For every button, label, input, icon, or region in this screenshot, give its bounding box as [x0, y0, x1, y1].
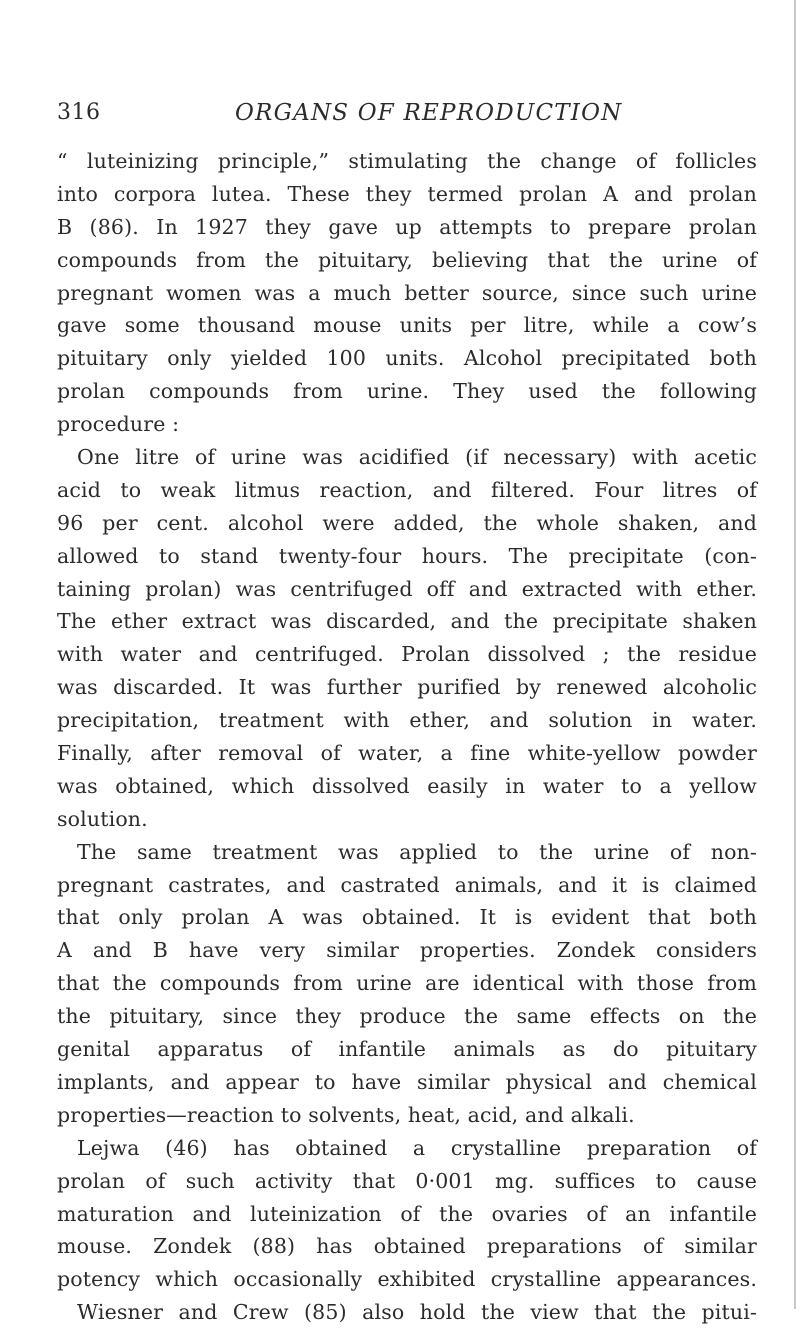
text-line: 96 per cent. alcohol were added, the whole shaken, and	[57, 510, 757, 535]
text-line: taining prolan) was centrifuged off and extracted with ether.	[57, 576, 757, 601]
text-line: solution.	[57, 806, 148, 831]
text-line: pituitary only yielded 100 units. Alcohol precipitated both	[57, 346, 757, 371]
text-line: prolan of such activity that 0·001 mg. suffices to cause	[57, 1168, 757, 1193]
text-line: the pituitary, since they produce the same effects on the	[57, 1004, 757, 1029]
text-line: One litre of urine was acidified (if necessary) with acetic	[77, 445, 757, 470]
text-line: pregnant castrates, and castrated animals, and it is claimed	[57, 872, 757, 897]
page-edge-line	[794, 0, 796, 1309]
text-line: Lejwa (46) has obtained a crystalline preparation of	[77, 1135, 757, 1160]
body-text	[57, 145, 757, 1329]
text-line: procedure :	[57, 412, 180, 437]
text-line: that only prolan A was obtained. It is evident that both	[57, 905, 757, 930]
text-line: was discarded. It was further purified by renewed alcoholic	[57, 675, 757, 700]
text-line: gave some thousand mouse units per litre, while a cow’s	[57, 313, 757, 338]
text-line: genital apparatus of infantile animals as do pituitary	[57, 1037, 757, 1062]
text-line: allowed to stand twenty-four hours. The precipitate (con-	[57, 543, 757, 568]
text-line: potency which occasionally exhibited crystalline appearances.	[57, 1267, 757, 1292]
text-line: was obtained, which dissolved easily in water to a yellow	[57, 773, 757, 798]
text-line: The ether extract was discarded, and the precipitate shaken	[57, 609, 757, 634]
text-line: “ luteinizing principle,” stimulating the change of follicles	[57, 149, 757, 173]
text-line: Wiesner and Crew (85) also hold the view that the pitui-	[77, 1300, 757, 1325]
text-line: prolan compounds from urine. They used the following	[57, 379, 757, 404]
running-head-title: ORGANS OF REPRODUCTION	[235, 100, 623, 126]
text-line: The same treatment was applied to the urine of non-	[77, 839, 757, 864]
page-number: 316	[57, 100, 101, 125]
text-line: B (86). In 1927 they gave up attempts to prepare prolan	[57, 214, 757, 239]
text-line: compounds from the pituitary, believing that the urine of	[57, 247, 757, 272]
text-line: mouse. Zondek (88) has obtained preparations of similar	[57, 1234, 757, 1259]
text-line: acid to weak litmus reaction, and filtered. Four litres of	[57, 477, 757, 502]
text-line: maturation and luteinization of the ovaries of an infantile	[57, 1201, 757, 1226]
text-line: properties—reaction to solvents, heat, acid, and alkali.	[57, 1102, 635, 1127]
text-line: precipitation, treatment with ether, and solution in water.	[57, 708, 757, 733]
text-line: with water and centrifuged. Prolan dissolved ; the residue	[57, 642, 757, 667]
text-line: into corpora lutea. These they termed prolan A and prolan	[57, 181, 757, 206]
text-line: that the compounds from urine are identical with those from	[57, 971, 757, 996]
text-line: pregnant women was a much better source, since such urine	[57, 280, 757, 305]
text-line: Finally, after removal of water, a fine white-yellow powder	[57, 741, 757, 766]
text-line: implants, and appear to have similar physical and chemical	[57, 1069, 757, 1094]
page-header	[57, 100, 757, 134]
text-line: A and B have very similar properties. Zondek considers	[57, 938, 757, 963]
